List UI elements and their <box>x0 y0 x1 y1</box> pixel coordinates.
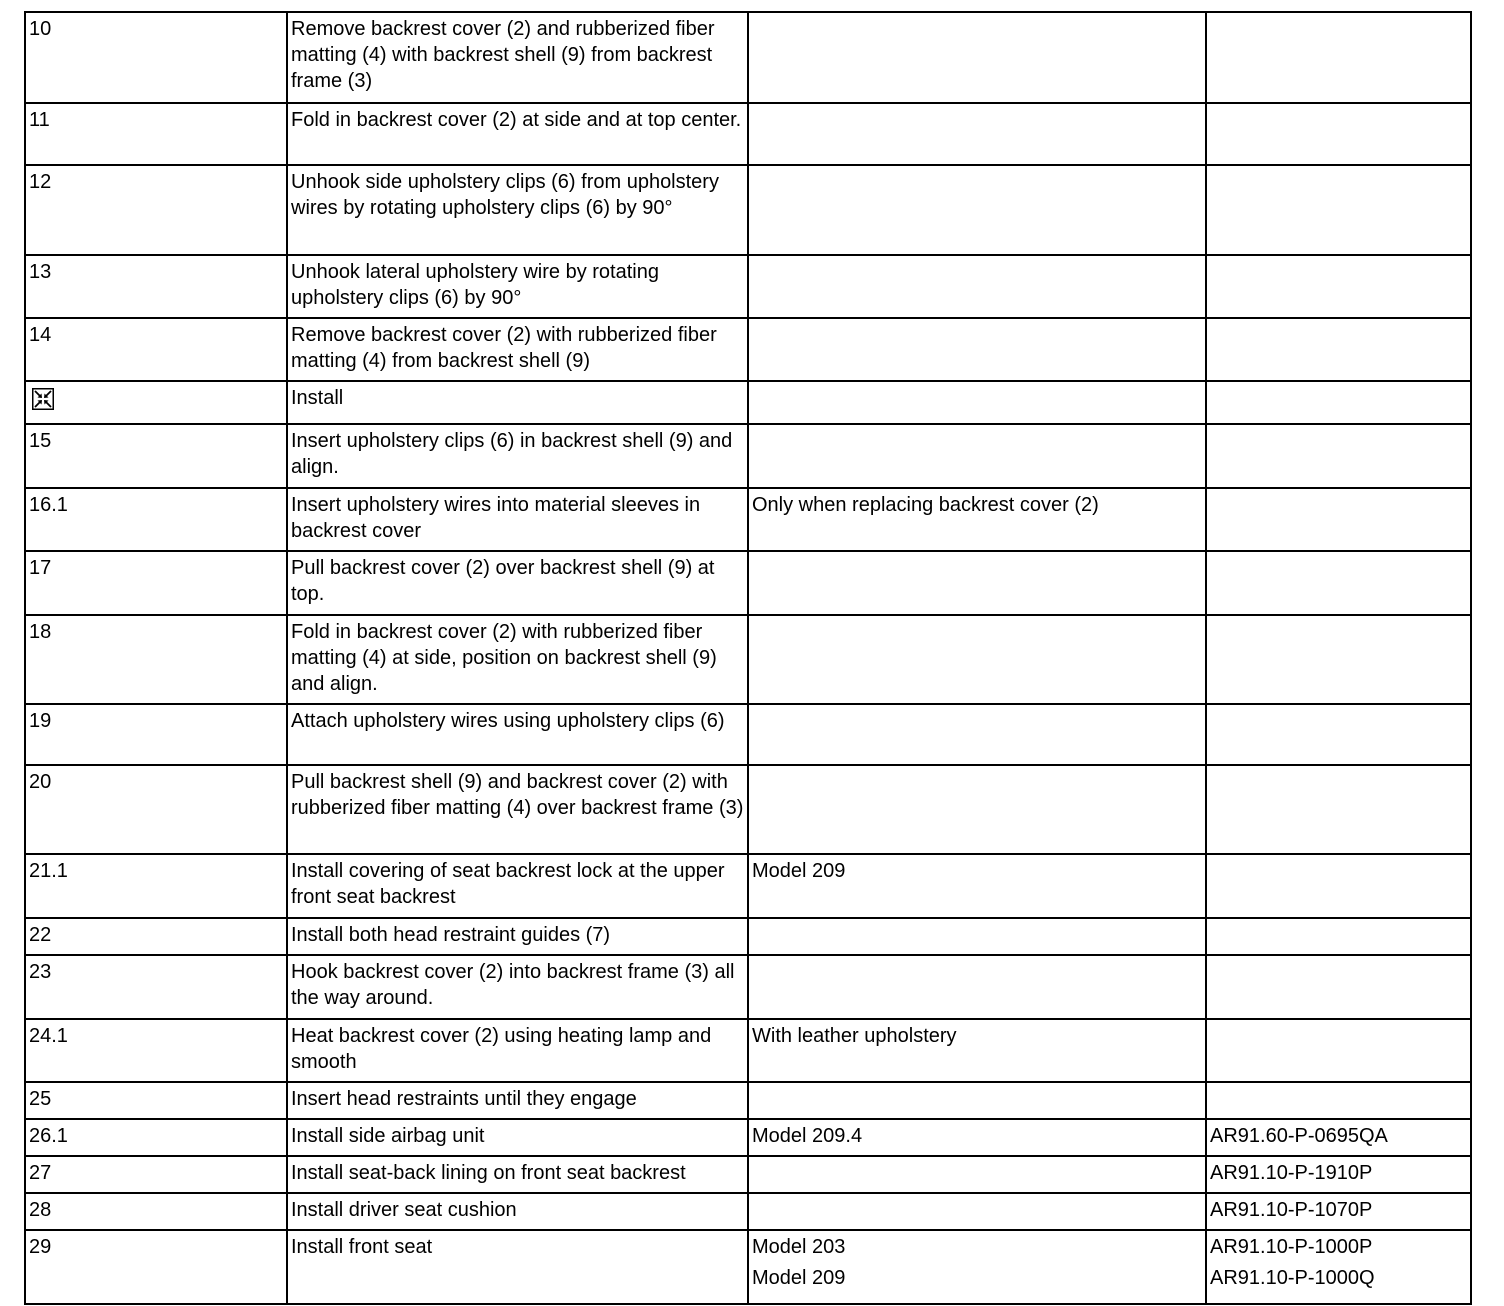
step-reference: AR91.10-P-1070P <box>1210 1199 1373 1221</box>
step-action: Install both head restraint guides (7) <box>287 918 748 955</box>
step-number: 23 <box>25 955 287 1019</box>
step-notes <box>748 318 1206 381</box>
table-row <box>25 1193 1471 1230</box>
step-notes <box>748 1230 1206 1304</box>
step-reference: AR91.10-P-1910P <box>1210 1162 1373 1184</box>
step-references <box>1206 1119 1471 1156</box>
step-number: 25 <box>25 1082 287 1119</box>
step-notes <box>748 103 1206 165</box>
step-notes <box>748 12 1206 103</box>
step-reference: AR91.10-P-1000P <box>1210 1236 1373 1258</box>
step-number: 12 <box>25 165 287 255</box>
step-note: Model 209 <box>752 860 846 882</box>
step-number: 15 <box>25 424 287 488</box>
step-notes <box>748 424 1206 488</box>
table-row <box>25 765 1471 854</box>
step-number: 28 <box>25 1193 287 1230</box>
table-row <box>25 854 1471 918</box>
step-number: 26.1 <box>25 1119 287 1156</box>
step-notes <box>748 854 1206 918</box>
table-row <box>25 103 1471 165</box>
step-references <box>1206 424 1471 488</box>
step-references <box>1206 955 1471 1019</box>
step-references <box>1206 318 1471 381</box>
step-references <box>1206 1230 1471 1304</box>
step-number: 10 <box>25 12 287 103</box>
step-action: Fold in backrest cover (2) with rubberized fiber matting (4) at side, position on backrest shell (9) and align. <box>287 615 748 704</box>
step-note: Only when replacing backrest cover (2) <box>752 494 1099 516</box>
step-action: Hook backrest cover (2) into backrest frame (3) all the way around. <box>287 955 748 1019</box>
step-number: 17 <box>25 551 287 615</box>
step-references <box>1206 488 1471 551</box>
step-references <box>1206 165 1471 255</box>
step-number: 22 <box>25 918 287 955</box>
step-action: Remove backrest cover (2) with rubberized fiber matting (4) from backrest shell (9) <box>287 318 748 381</box>
step-references <box>1206 255 1471 318</box>
step-action: Insert head restraints until they engage <box>287 1082 748 1119</box>
table-row <box>25 318 1471 381</box>
step-references <box>1206 615 1471 704</box>
table-row <box>25 1082 1471 1119</box>
step-note: Model 203 <box>752 1236 846 1258</box>
step-references <box>1206 854 1471 918</box>
step-notes <box>748 255 1206 318</box>
step-number: 13 <box>25 255 287 318</box>
step-notes <box>748 1156 1206 1193</box>
step-references <box>1206 381 1471 424</box>
step-number: 20 <box>25 765 287 854</box>
step-references <box>1206 704 1471 765</box>
table-row <box>25 488 1471 551</box>
table-row <box>25 381 1471 424</box>
step-action: Pull backrest shell (9) and backrest cover (2) with rubberized fiber matting (4) over backrest frame (3) <box>287 765 748 854</box>
step-number: 11 <box>25 103 287 165</box>
step-notes <box>748 1019 1206 1082</box>
step-action: Insert upholstery clips (6) in backrest shell (9) and align. <box>287 424 748 488</box>
step-number: 24.1 <box>25 1019 287 1082</box>
step-notes <box>748 551 1206 615</box>
step-references <box>1206 918 1471 955</box>
step-action: Install driver seat cushion <box>287 1193 748 1230</box>
table-row <box>25 1230 1471 1304</box>
step-notes <box>748 1119 1206 1156</box>
step-number: 14 <box>25 318 287 381</box>
step-number: 27 <box>25 1156 287 1193</box>
step-number: 21.1 <box>25 854 287 918</box>
step-notes <box>748 918 1206 955</box>
step-action: Attach upholstery wires using upholstery clips (6) <box>287 704 748 765</box>
step-notes <box>748 381 1206 424</box>
work-steps-table <box>24 11 1472 1305</box>
step-action: Install seat-back lining on front seat backrest <box>287 1156 748 1193</box>
table-row <box>25 255 1471 318</box>
step-notes <box>748 615 1206 704</box>
table-row <box>25 955 1471 1019</box>
step-number: 18 <box>25 615 287 704</box>
work-steps-body <box>25 12 1471 1304</box>
step-references <box>1206 765 1471 854</box>
step-number <box>25 381 287 424</box>
step-action: Install covering of seat backrest lock at the upper front seat backrest <box>287 854 748 918</box>
step-references <box>1206 551 1471 615</box>
step-reference: AR91.60-P-0695QA <box>1210 1125 1388 1147</box>
step-note: With leather upholstery <box>752 1025 957 1047</box>
step-number: 16.1 <box>25 488 287 551</box>
step-references <box>1206 1082 1471 1119</box>
table-row <box>25 918 1471 955</box>
table-row <box>25 165 1471 255</box>
step-action: Heat backrest cover (2) using heating lamp and smooth <box>287 1019 748 1082</box>
step-notes <box>748 704 1206 765</box>
table-row <box>25 1119 1471 1156</box>
step-notes <box>748 488 1206 551</box>
step-note: Model 209.4 <box>752 1125 863 1147</box>
table-row <box>25 704 1471 765</box>
step-action: Pull backrest cover (2) over backrest shell (9) at top. <box>287 551 748 615</box>
step-action: Unhook lateral upholstery wire by rotating upholstery clips (6) by 90° <box>287 255 748 318</box>
step-notes <box>748 955 1206 1019</box>
step-references <box>1206 1019 1471 1082</box>
table-row <box>25 1156 1471 1193</box>
step-notes <box>748 1193 1206 1230</box>
step-notes <box>748 765 1206 854</box>
step-notes <box>748 1082 1206 1119</box>
table-row <box>25 424 1471 488</box>
table-row <box>25 12 1471 103</box>
table-row <box>25 551 1471 615</box>
step-action: Install front seat <box>287 1230 748 1304</box>
step-references <box>1206 103 1471 165</box>
step-references <box>1206 12 1471 103</box>
step-action: Remove backrest cover (2) and rubberized fiber matting (4) with backrest shell (9) from backrest frame (3) <box>287 12 748 103</box>
table-row <box>25 1019 1471 1082</box>
step-action: Install side airbag unit <box>287 1119 748 1156</box>
step-action: Insert upholstery wires into material sleeves in backrest cover <box>287 488 748 551</box>
step-references <box>1206 1156 1471 1193</box>
step-number: 29 <box>25 1230 287 1304</box>
install-icon <box>32 388 54 410</box>
step-note: Model 209 <box>752 1267 846 1289</box>
step-action: Fold in backrest cover (2) at side and at top center. <box>287 103 748 165</box>
step-number: 19 <box>25 704 287 765</box>
table-row <box>25 615 1471 704</box>
step-action: Unhook side upholstery clips (6) from upholstery wires by rotating upholstery clips (6) by 90° <box>287 165 748 255</box>
step-action: Install <box>287 381 748 424</box>
step-reference: AR91.10-P-1000Q <box>1210 1267 1375 1289</box>
step-notes <box>748 165 1206 255</box>
step-references <box>1206 1193 1471 1230</box>
